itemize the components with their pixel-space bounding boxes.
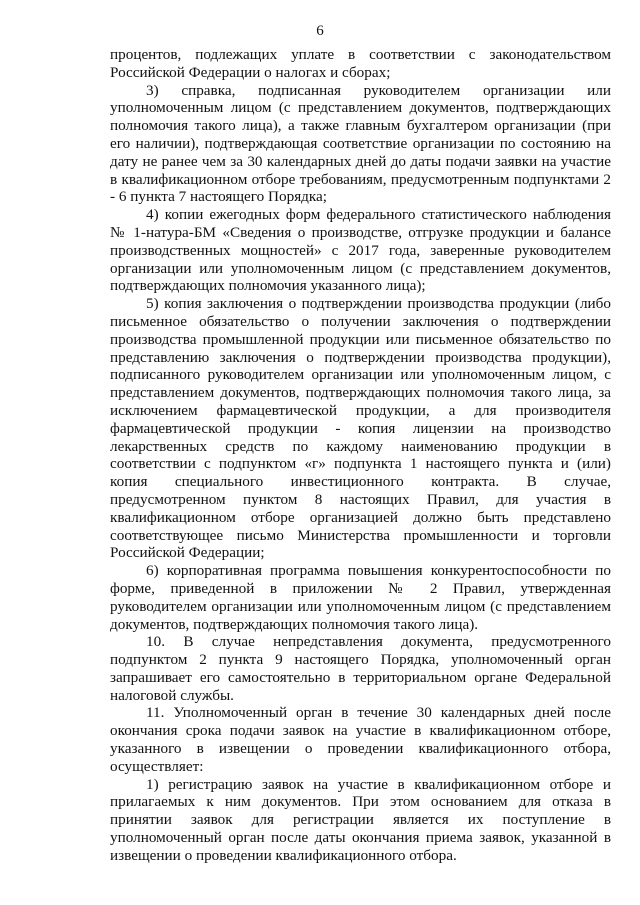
paragraph-item-6-corporate-program: 6) корпоративная программа повышения конкурентоспособности по форме, приведенной в приложении № 2 Правил, утвержденная руководителем организации или уполномоченным лицом (с представлением документов, подтверждающих полномочия такого лица). bbox=[110, 562, 611, 633]
paragraph-item-3-certificate: 3) справка, подписанная руководителем организации или уполномоченным лицом (с представлением документов, подтверждающих полномочия такого лица), а также главным бухгалтером организации (при его наличии), подтверждающая соответствие организации по состоянию на дату не ранее чем за 30 календарных дней до даты подачи заявки на участие в квалификационном отборе требованиям, предусмотренным подпунктами 2 - 6 пункта 7 настоящего Порядка; bbox=[110, 81, 611, 206]
page-number: 6 bbox=[316, 23, 324, 39]
paragraph-clause-10: 10. В случае непредставления документа, предусмотренного подпунктом 2 пункта 9 настоящего Порядка, уполномоченный орган запрашивает его самостоятельно в территориальном органе Федеральной налоговой службы. bbox=[110, 633, 611, 704]
paragraph-clause-11-item-1: 1) регистрацию заявок на участие в квалификационном отборе и прилагаемых к ним документов. При этом основанием для отказа в принятии заявок для регистрации является их поступление в уполномоченный орган после даты окончания приема заявок, указанной в извещении о проведении квалификационного отбора. bbox=[110, 775, 611, 864]
paragraph-item-4-statistical-forms: 4) копии ежегодных форм федерального статистического наблюдения № 1-натура-БМ «Сведения о производстве, отгрузке продукции и балансе производственных мощностей» с 2017 года, заверенные руководителем организации или уполномоченным лицом (с представлением документов, подтверждающих полномочия указанного лица); bbox=[110, 206, 611, 295]
paragraph-continuation: процентов, подлежащих уплате в соответствии с законодательством Российской Федерации о налогах и сборах; bbox=[110, 46, 611, 81]
paragraph-item-5-production-conclusion: 5) копия заключения о подтверждении производства продукции (либо письменное обязательство о получении заключения о подтверждении производства промышленной продукции или письменное обязательство по представлению заключения о подтверждении производства продукции), подписанного руководителем организации или уполномоченным лицом, с представлением документов, подтверждающих полномочия такого лица, за исключением фармацевтической продукции, а для производителя фармацевтической продукции - копия лицензии на производство лекарственных средств по каждому наименованию продукции в соответствии с подпунктом «г» подпункта 1 настоящего пункта и (или) копия специального инвестиционного контракта. В случае, предусмотренном пунктом 8 настоящих Правил, для участия в квалификационном отборе организацией должно быть представлено соответствующее письмо Министерства промышленности и торговли Российской Федерации; bbox=[110, 295, 611, 562]
paragraph-clause-11: 11. Уполномоченный орган в течение 30 календарных дней после окончания срока подачи заявок на участие в квалификационном отборе, указанного в извещении о проведении квалификационного отбора, осуществляет: bbox=[110, 704, 611, 775]
document-body bbox=[110, 46, 611, 865]
